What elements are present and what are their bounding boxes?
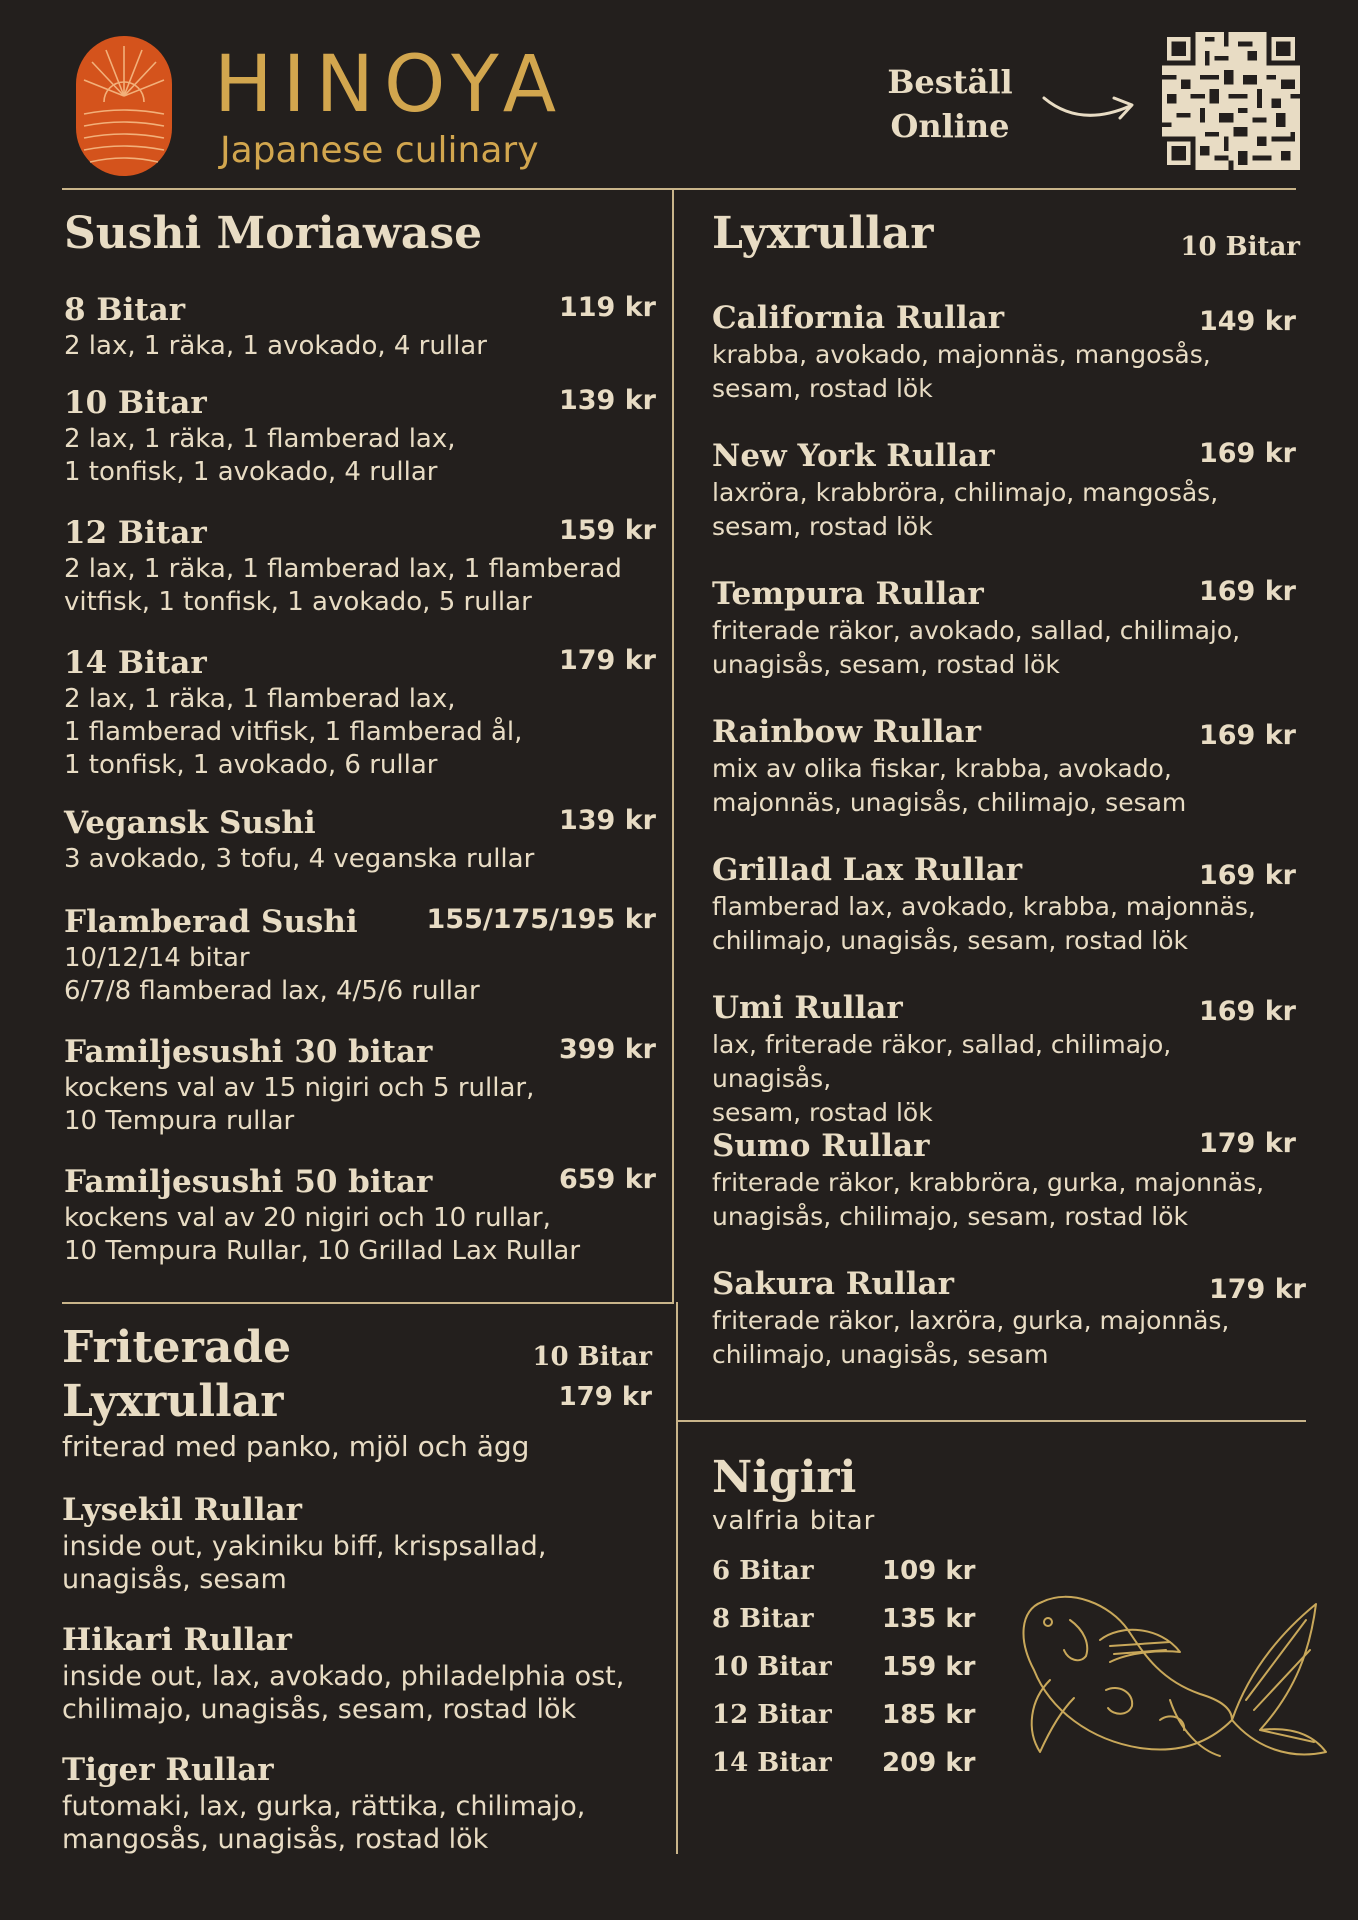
menu-item [64, 513, 656, 619]
column-divider-lower [676, 1302, 678, 1854]
header-divider [62, 188, 1296, 190]
item-price: 399 kr [558, 1034, 656, 1065]
menu-item [62, 1750, 662, 1856]
item-name: Sakura Rullar [712, 1266, 954, 1302]
nigiri-pieces: 12 Bitar [712, 1700, 832, 1730]
item-name: Familjesushi 50 bitar [64, 1164, 433, 1200]
item-price: 179 kr [1208, 1274, 1306, 1305]
menu-item [64, 643, 656, 782]
item-name: Umi Rullar [712, 990, 903, 1026]
nigiri-price: 135 kr [882, 1604, 976, 1634]
item-price: 179 kr [1198, 1128, 1296, 1159]
lyx-pieces: 10 Bitar [1180, 232, 1300, 262]
curved-arrow-icon [1040, 86, 1140, 126]
item-price: 159 kr [558, 515, 656, 546]
menu-item [64, 803, 656, 876]
fried-subtitle: friterad med panko, mjöl och ägg [62, 1430, 530, 1463]
item-desc: 2 lax, 1 räka, 1 flamberad lax, 1 flamberad vitfisk, 1 tonfisk, 1 avokado, 5 rullar [64, 554, 622, 617]
order-line-1: Beställ [887, 63, 1013, 101]
item-desc: mix av olika fiskar, krabba, avokado, majonnäs, unagisås, chilimajo, sesam [712, 754, 1187, 817]
item-desc: kockens val av 15 nigiri och 5 rullar, 10 Tempura rullar [64, 1073, 535, 1136]
nigiri-pieces: 10 Bitar [712, 1652, 832, 1682]
item-name: Hikari Rullar [62, 1622, 292, 1658]
nigiri-pieces: 14 Bitar [712, 1748, 832, 1778]
order-online-label[interactable] [870, 60, 1030, 148]
item-price: 179 kr [558, 645, 656, 676]
right-section-divider [678, 1420, 1306, 1422]
brand-subtitle: Japanese culinary [220, 130, 539, 171]
item-name: New York Rullar [712, 438, 995, 474]
left-section-divider [62, 1302, 674, 1304]
nigiri-price: 209 kr [882, 1748, 976, 1778]
item-desc: friterade räkor, laxröra, gurka, majonnäs, chilimajo, unagisås, sesam [712, 1306, 1230, 1369]
item-desc: 10/12/14 bitar 6/7/8 flamberad lax, 4/5/6 rullar [64, 943, 480, 1006]
menu-item [712, 988, 1296, 1130]
sunrise-logo-icon [76, 36, 172, 176]
item-name: Vegansk Sushi [64, 805, 316, 841]
menu-item [712, 298, 1296, 406]
section-title-nigiri: Nigiri [712, 1452, 857, 1503]
column-divider-upper [672, 190, 674, 1302]
item-desc: 2 lax, 1 räka, 1 avokado, 4 rullar [64, 331, 487, 361]
item-name: California Rullar [712, 300, 1005, 336]
item-name: Lysekil Rullar [62, 1492, 302, 1528]
item-desc: inside out, yakiniku biff, krispsallad, unagisås, sesam [62, 1531, 547, 1595]
menu-item [712, 574, 1296, 682]
menu-item [64, 383, 656, 489]
brand-name: HINOYA [214, 40, 567, 130]
menu-item [64, 1032, 656, 1138]
item-name: 12 Bitar [64, 515, 207, 551]
nigiri-pieces: 6 Bitar [712, 1556, 814, 1586]
item-desc: 2 lax, 1 räka, 1 flamberad lax, 1 flamberad vitfisk, 1 flamberad ål, 1 tonfisk, 1 avokado, 6 rullar [64, 684, 523, 780]
menu-item [64, 902, 656, 1008]
item-desc: friterade räkor, avokado, sallad, chilimajo, unagisås, sesam, rostad lök [712, 616, 1241, 679]
menu-item [712, 712, 1296, 820]
koi-fish-icon [1010, 1580, 1330, 1780]
item-price: 149 kr [1198, 306, 1296, 337]
item-name: 14 Bitar [64, 645, 207, 681]
menu-item [64, 1162, 656, 1268]
menu-item [62, 1620, 662, 1726]
menu-item [62, 1490, 662, 1596]
item-desc: friterade räkor, krabbröra, gurka, majonnäs, unagisås, chilimajo, sesam, rostad lök [712, 1168, 1265, 1231]
section-title-fried-1: Friterade [62, 1322, 292, 1373]
item-price: 169 kr [1198, 576, 1296, 607]
item-desc: lax, friterade räkor, sallad, chilimajo, unagisås, sesam, rostad lök [712, 1030, 1172, 1127]
menu-item [712, 1264, 1306, 1372]
item-name: Familjesushi 30 bitar [64, 1034, 433, 1070]
menu-item [712, 1126, 1296, 1234]
section-title-fried-2: Lyxrullar [62, 1376, 284, 1427]
item-price: 119 kr [558, 292, 656, 323]
item-name: Tempura Rullar [712, 576, 984, 612]
item-desc: krabba, avokado, majonnäs, mangosås, sesam, rostad lök [712, 340, 1211, 403]
nigiri-price: 109 kr [882, 1556, 976, 1586]
item-price: 169 kr [1198, 720, 1296, 751]
item-price: 155/175/195 kr [426, 904, 656, 935]
item-price: 139 kr [558, 385, 656, 416]
item-desc: flamberad lax, avokado, krabba, majonnäs, chilimajo, unagisås, sesam, rostad lök [712, 892, 1256, 955]
item-desc: 3 avokado, 3 tofu, 4 veganska rullar [64, 844, 535, 874]
item-price: 169 kr [1198, 996, 1296, 1027]
section-title-sushi: Sushi Moriawase [64, 208, 483, 259]
item-desc: futomaki, lax, gurka, rättika, chilimajo, mangosås, unagisås, rostad lök [62, 1791, 586, 1855]
menu-item [712, 850, 1296, 958]
item-price: 659 kr [558, 1164, 656, 1195]
nigiri-price: 159 kr [882, 1652, 976, 1682]
section-title-lyx: Lyxrullar [712, 208, 934, 259]
qr-code-icon[interactable] [1162, 32, 1300, 170]
fried-pieces: 10 Bitar [532, 1342, 652, 1372]
item-name: Flamberad Sushi [64, 904, 358, 940]
item-name: 10 Bitar [64, 385, 207, 421]
nigiri-subtitle: valfria bitar [712, 1506, 876, 1536]
nigiri-price: 185 kr [882, 1700, 976, 1730]
item-desc: 2 lax, 1 räka, 1 flamberad lax, 1 tonfisk, 1 avokado, 4 rullar [64, 424, 456, 487]
nigiri-pieces: 8 Bitar [712, 1604, 814, 1634]
item-price: 169 kr [1198, 860, 1296, 891]
fried-price: 179 kr [558, 1382, 652, 1412]
menu-item [64, 290, 656, 363]
item-desc: laxröra, krabbröra, chilimajo, mangosås, sesam, rostad lök [712, 478, 1219, 541]
item-name: Grillad Lax Rullar [712, 852, 1023, 888]
order-line-2: Online [890, 107, 1010, 145]
item-name: Sumo Rullar [712, 1128, 930, 1164]
item-desc: kockens val av 20 nigiri och 10 rullar, 10 Tempura Rullar, 10 Grillad Lax Rullar [64, 1203, 581, 1266]
item-price: 169 kr [1198, 438, 1296, 469]
item-name: Rainbow Rullar [712, 714, 981, 750]
item-name: 8 Bitar [64, 292, 186, 328]
menu-item [712, 436, 1296, 544]
item-name: Tiger Rullar [62, 1752, 274, 1788]
item-price: 139 kr [558, 805, 656, 836]
item-desc: inside out, lax, avokado, philadelphia ost, chilimajo, unagisås, sesam, rostad lök [62, 1661, 625, 1725]
